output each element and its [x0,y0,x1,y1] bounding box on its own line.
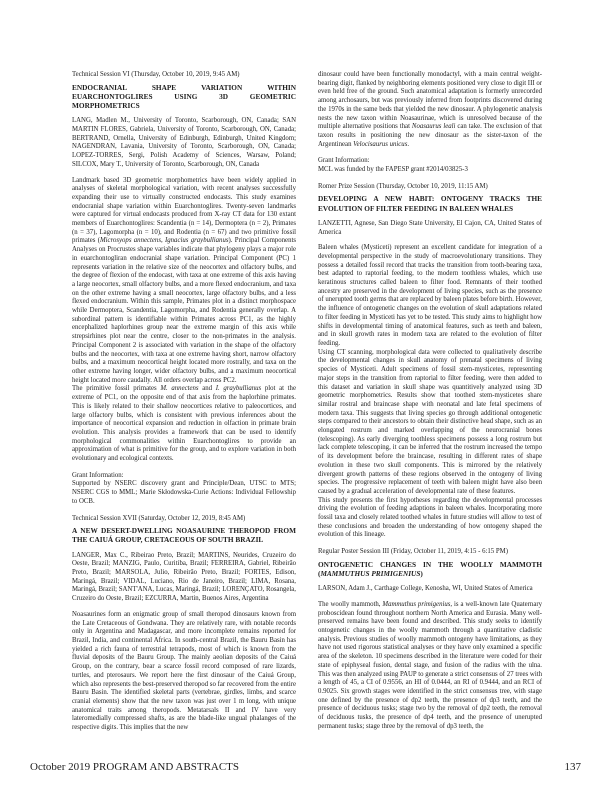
authors-block: LANG, Madlen M., University of Toronto, Scarborough, ON, Canada; SAN MARTIN FLORES, Gabriela, University of Toronto, Scarborough, ON, Canada; BERTRAND, Ornella, University of Edinburgh, Edinburgh, United Kingdom; NAGENDRAN, Lavania, University of Toronto, Scarborough, ON, Canada; LOPEZ-TORRES, Sergi, Polish Academy of Sciences, Warsaw, Poland; SILCOX, Mary T., University of Toronto, Scarborough, ON, Canada [72,117,296,168]
grant-info-label: Grant Information: [72,471,124,479]
session-header: Technical Session XVII (Saturday, October 12, 2019, 8:45 AM) [72,514,246,522]
authors-block: LANZETTI, Agnese, San Diego State University, El Cajon, CA, United States of America [318,219,542,236]
grant-info-text: Supported by NSERC discovery grant and Principle/Dean, UTSC to MTS; NSERC CGS to MML; Marie Skłodowska-Curie Actions: Individual Fellowship to OCB. [72,480,296,505]
session-header: Romer Prize Session (Thursday, October 10, 2019, 11:15 AM) [318,182,488,190]
abstract-title: A NEW DESERT-DWELLING NOASAURINE THEROPOD FROM THE CAIUÁ GROUP, CRETACEOUS OF SOUTH BRAZIL [72,526,296,545]
abstract-paragraph: This study presents the first hypotheses regarding the developmental processes driving the evolution of feeding adaptions in baleen whales. Incorporating more fossil taxa and closely related toothed whales in future studies will allow to test of these conclusions and broaden the understanding of how ontogeny shaped the evolution of this lineage. [318,496,542,539]
two-column-text-area [72,71,542,733]
abstract-paragraph: The woolly mammoth, Mammuthus primigenius, is a well-known late Quaternary proboscidean found throughout northern North America and Eurasia. Many well-preserved remains have been found and described. This study seeks to identify ontogenetic changes in the woolly mammoth through a quantitative cladistic analysis. Previous studies of woolly mammoth ontogeny have limitations, as they have not used rigorous statistical analyses or they have only examined a specific area of the skeleton. 10 specimens described in the literature were coded for their state of epiphyseal fusion, dental stage, and fusion of the radius with the ulna. This was then analyzed using PAUP to generate a strict consensus of 27 trees with a length of 45, a CI of 0.9556, an HI of 0.0444, an RI of 0.9444, and an RCI of 0.9025. Six growth stages were identified in the strict consensus tree, with stage one defined by the presence of dp2 teeth, the presence of dp3 teeth, and the presence of deciduous tusks; stage two by the removal of dp2 teeth, the removal of deciduous tusks, the presence of dp4 teeth, and the presence of unerupted permanent tusks; stage three by the removal of dp3 teeth, the [318,600,543,730]
left-column [72,71,296,733]
abstract-title: DEVELOPING A NEW HABIT: ONTOGENY TRACKS THE EVOLUTION OF FILTER FEEDING IN BALEEN WHALES [318,194,542,213]
authors-block: LARSON, Adam J., Carthage College, Kenosha, WI, United States of America [318,585,533,593]
grant-info-text: MCL was funded by the FAPESP grant #2014/03825-3 [318,166,468,174]
abstract-paragraph-continued: dinosaur could have been functionally monodactyl, with a main central weight-bearing digit, flanked by neighboring elements positioned very close to digit III or even held free of the ground. Such anatomical adaptation is formerly unrecorded among archosaurs, but was previously inferred from footprints discovered during the 1970s in the same beds that yielded the new dinosaur. A phylogenetic analysis nests the new taxon within Noasaurinae, which is unresolved because of the multiple alternative positions that Noasaurus leali can take. The exclusion of that taxon results in positioning the new dinosaur as the sister-taxon of the Argentinean Velocisaurus unicus. [318,71,542,148]
footer-text: October 2019 PROGRAM AND ABSTRACTS [30,761,240,773]
abstract-paragraph: Landmark based 3D geometric morphometrics have been widely applied in analyses of skeletal morphological variation, with recent analyses successfully expanding their use to virtually constructed endocasts. This study examines endocranial shape variation within Euarchontoglires. Twenty-seven landmarks were captured for virtual endocasts produced from X-ray CT data for 130 extant members of Euarchontoglires: Scandentia (n = 14), Dermoptera (n = 2), Primates (n = 37), Lagomorpha (n = 10), and Rodentia (n = 67) and two primitive fossil primates (Microsyops annectens, Ignacius graybullianus). Principal Components Analyses on Procrustes shape variables indicate that phylogeny plays a major role in euarchontogliran endocranial shape variation. Principal Component (PC) 1 represents variation in the relative size of the neocortex and olfactory bulbs, and the degree of flexion of the endocast, with taxa at one extreme of this axis having a large neocortex, small olfactory bulbs, and a more flexed endocranium, and taxa on the other extreme having a small neocortex, large olfactory bulbs, and a less flexed endocranium. Within this sample, Primates plot in a distinct morphospace while Dermoptera, Scandentia, Lagomorpha, and Rodentia generally overlap. A subordinal pattern is identifiable within Primates across PC1, as the highly encephalized haplorhines group near the extreme margin of this axis while strepsirhines plot near the centre, closer to the non-primates in the analysis. Principal Component 2 is associated with variation in the shape of the olfactory bulbs and the neocortex, with taxa at one extreme having short, narrow olfactory bulbs, and a maximum neocortical height located more rostrally, and taxa on the other extreme having longer, wider olfactory bulbs, and a maximum neocortical height located more caudally. All orders overlap across PC2. [72,176,297,384]
grant-info-label: Grant Information: [318,157,370,165]
abstract-paragraph: Noasaurines form an enigmatic group of small theropod dinosaurs known from the Late Cretaceous of Gondwana. They are relatively rare, with notable records only in Argentina and Madagascar, and more incomplete remains reported for Brazil, India, and continental Africa. In south-central Brazil, the Bauru Basin has yielded a rich fauna of terrestrial tetrapods, most of which is known from the fluvial deposits of the Bauru Group. The mainly aeolian deposits of the Caiuá Group, on the contrary, bear a scarce fossil record composed of rare lizards, turtles, and pterosaurs. We report here the first dinosaur of the Caiuá Group, which also represents the best-preserved theropod so far recovered from the entire Bauru Basin. The identified skeletal parts (vertebrae, girdles, limbs, and scarce cranial elements) show that the new taxon was just over 1 m long, with unique anatomical traits among theropods. Metatarsals II and IV have very lateromedially compressed shafts, as are the blade-like ungual phalanges of the respective digits. This implies that the new [72,610,296,732]
session-header: Technical Session VI (Thursday, October 10, 2019, 9:45 AM) [72,71,240,78]
page-number: 137 [564,761,581,773]
session-header: Regular Poster Session III (Friday, October 11, 2019, 4:15 - 6:15 PM) [318,548,508,556]
abstract-paragraph: The primitive fossil primates M. annectens and I. graybullianus plot at the extreme of PC1, on the opposite end of that axis from the haplorhine primates. This is likely related to their shallow neocortices relative to paleocortices, and large olfactory bulbs, which is consistent with previous inferences about the importance of neocortical expansion and reduction in olfaction in primate brain evolution. This analysis provides a framework that can be used to identify morphological commonalities within Euarchontoglires to provide an approximation of what is primitive for the group, and to explore variation in both evolutionary and ecological contexts. [72,385,296,463]
abstract-paragraph: Baleen whales (Mysticeti) represent an excellent candidate for integration of a developmental perspective in the study of macroevolutionary transitions. They possess a detailed fossil record that tracks the transition from tooth-bearing taxa, best adapted to raptorial feeding, to the modern toothless whales, which use keratinous structures called baleen to filter food. Remnants of their toothed ancestry are preserved in the development of living species, such as the presence of unerupted tooth germs that are replaced by baleen plates before birth. However, the influence of ontogenetic changes on the evolution of skull adaptations related to filter feeding in Mysticeti has yet to be tested. This study aims to highlight how shifts in developmental timing of anatomical features, such as teeth and baleen, and in skull growth rates in modern taxa are related to the evolution of filter feeding. [318,244,542,347]
authors-block: LANGER, Max C., Ribeirao Preto, Brazil; MARTINS, Neurides, Cruzeiro do Oeste, Brazil; MANZIG, Paulo, Curitiba, Brazil; FERREIRA, Gabriel, Ribeirão Preto, Brazil; MARSOLA, Julio, Ribeirão Preto, Brazil; FORTES, Edison, Maringá, Brazil; VIDAL, Luciano, Rio de Janeiro, Brazil; LIMA, Rosana, Maringá, Brazil; SANT'ANA, Lucas, Maringá, Brazil; LORENÇATO, Rosangela, Cruzeiro do Oeste, Brazil; EZCURRA, Martin, Buenos Aires, Argentina [72,551,296,603]
abstract-title: ONTOGENETIC CHANGES IN THE WOOLLY MAMMOTH (MAMMUTHUS PRIMIGENIUS) [318,559,542,579]
page-footer [30,761,581,774]
abstract-paragraph: Using CT scanning, morphological data were collected to qualitatively describe the developmental changes in skull anatomy of prenatal specimens of living species of Mysticeti. Adult specimens of fossil stem-mysticetes, representing major steps in the transition from raptorial to filter feeding, were then added to this dataset and variation in skull shape was quantitively analyzed using 3D geometric morphometrics. Results show that toothed stem-mysticetes share similar rostral and braincase shape with neonatal and late fetal specimens of modern taxa. This suggests that living species go through additional ontogenetic steps compared to their ancestors to obtain their distinctive head shape, such as an elongated rostrum and marked overlapping of the neurocranial bones (telescoping). As early diverging toothless specimens possess a long rostrum but lack complete telescoping, it can be inferred that the rostrum increased the tempo of its development before the braincase, resulting in different rates of shape evolution in these two skull components. This is mirrored by the relatively divergent growth patterns of these regions observed in the ontogeny of living species. The progressive replacement of teeth with baleen might have also been caused by a gradual acceleration of developmental rate of these features. [318,348,542,495]
abstract-title: ENDOCRANIAL SHAPE VARIATION WITHIN EUARCHONTOGLIRES USING 3D GEOMETRIC MORPHOMETRICS [72,82,296,111]
right-column [318,71,542,733]
